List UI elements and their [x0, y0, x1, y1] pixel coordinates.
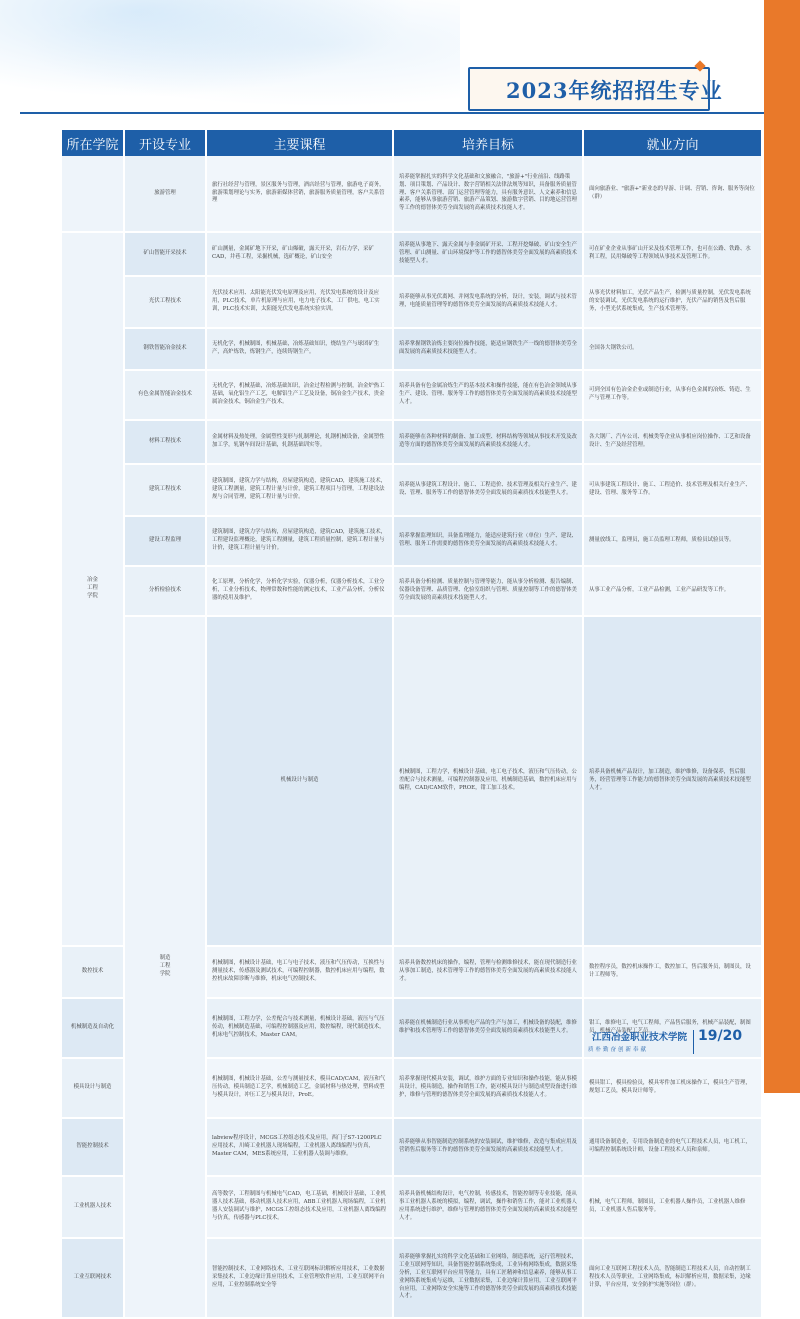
college-cell-manufacturing	[124, 616, 206, 1318]
major-cell: 模具设计与制造	[62, 1058, 124, 1118]
direction-cell: 测量放线工，监理员，施工员监理工程师，质检员试验员等。	[583, 516, 762, 566]
goal-cell: 培养能从事地下、露天金属与非金属矿开采、工程开挖爆破、矿山安全生产管理、矿山测量、矿山环境保护等工作的德智体美劳全面发展的高素质技术技能型人才。	[393, 232, 583, 276]
enrollment-table	[62, 130, 763, 1319]
header-major: 开设专业	[124, 130, 206, 156]
goal-cell: 培养具备分析检测、质量控制与管理等能力，能从事分析检测、报告编制、仪器设备管理、品质管理、化验室组织与管理、质量控制等工作的德智体美劳全面发展的高素质技术技能型人才。	[393, 566, 583, 616]
goal-cell: 培养掌握监理知识，具备监理能力，能适应建筑行业（单位）生产、建设、管理、服务工作需要的德智体美劳全面发展的高素质技术技能人才。	[393, 516, 583, 566]
direction-cell: 从事工业产品分析，工业产品检测，工业产品研发等工作。	[583, 566, 762, 616]
college-cell-metallurgy	[62, 232, 124, 946]
direction-cell: 可在矿业企业从事矿山开采及技术管理工作，也可在公路、铁路、水利工程，民用爆破等工程领域从事技术及管理工作。	[583, 232, 762, 276]
major-cell: 智能控制技术	[62, 1118, 124, 1176]
table-row	[62, 616, 762, 946]
goal-cell: 培养能够从事智能制造控制系统的安装调试，维护维修，改造与集成应用及营销售后服务等工作的德智体美劳全面发展的高素质技术技能型人才。	[393, 1118, 583, 1176]
college-cell-blank	[62, 156, 124, 232]
goal-cell: 培养能够在各种材料的制备、加工成型、材料结构等领域从事技术开发及改造等方面的德智体美劳全面发展的高素质技术技能人才。	[393, 420, 583, 464]
header-goal: 培养目标	[393, 130, 583, 156]
courses-cell: 光伏技术应用、太阳能光伏发电原理及应用，光伏发电系统的设计及应用，PLC技术，单片机原理与应用，电力电子技术，工厂供电，电工实训，PLC技术实训，太阳能光伏发电系统实验实训。	[206, 276, 393, 328]
major-cell: 工业机器人技术	[62, 1176, 124, 1238]
major-cell: 机械制造及自动化	[62, 998, 124, 1058]
goal-cell: 培养具备机械产品设计，加工制造，维护维修，设备保养，售后服务，经营管理等工作能力的德智体美劳全面发展的高素质技术技能型人才。	[583, 616, 762, 946]
major-cell: 有色金属智能冶金技术	[124, 370, 206, 420]
table-row	[62, 328, 762, 370]
page-number: 19/20	[698, 1028, 743, 1044]
courses-cell: 矿山测量，金属矿地下开采，矿山爆破，露天开采，岩石力学，采矿CAD，井巷工程，采掘机械，选矿概论，矿山安全	[206, 232, 393, 276]
direction-cell: 全国各大钢铁公司。	[583, 328, 762, 370]
major-cell: 建筑工程技术	[124, 464, 206, 516]
college-name: 冶金工程学院	[87, 577, 98, 599]
courses-cell: 机械制图，机械设计基础，公差与测量技术，模具CAD/CAM，液压和气压传动，模具制造工艺学，机械制造工艺，金属材料与热处理，塑料成型与模具设计，冲压工艺与模具设计，ProE。	[206, 1058, 393, 1118]
courses-cell: 机械制图，工程力学，公差配合与技术测量，机械设计基础，液压与气压传动，机械制造基础，可编程控制器及应用，数控编程，现代制造技术，机床电气控制技术，Master CAM。	[206, 998, 393, 1058]
table-header-row	[62, 130, 762, 156]
table-row	[62, 566, 762, 616]
major-cell: 旅游管理	[124, 156, 206, 232]
goal-cell: 培养能够掌握扎实的科学文化基础和工业网络，制造系统，运行管理技术，工业互联网等知识，具备智能控制系统集成，工业异构网络集成，数据采集分析，工业互联网平台应用等能力，具有工匠精神和信息素养，能够从事工业网络系统集成与运维，工业数据采集，工业边缘计算应用，工业互联网平台应用，工业网络安全实施等工作的德智体美劳全面发展的高素质技术技能人才。	[393, 1238, 583, 1318]
footer-divider	[693, 1030, 694, 1054]
direction-cell: 数控程序员，数控机床操作工，数控加工，售后服务员，制图员，设计工程师等。	[583, 946, 762, 998]
title-banner	[468, 67, 723, 111]
page-title: 2023年统招招生专业	[506, 78, 723, 103]
courses-cell: 机械制图，机械设计基础，电工与电子技术，液压和气压传动，互换性与测量技术，传感器及测试技术，可编程控制器，数控机床应用与编程，数控机床故障诊断与维修，机床电气控制技术。	[206, 946, 393, 998]
courses-cell: 化工原理，分析化学，分析化学实验，仪器分析，仪器分析技术，工业分析，工业分析技术，物理常数和性能的测定技术，工业产品分析，分析仪器的使用及维护。	[206, 566, 393, 616]
goal-cell: 培养能够从事光伏离网、并网发电系统的分析，设计，安装，调试与技术管理，电能质量管理等的德智体美劳全面发展的高素质技术技能人才。	[393, 276, 583, 328]
direction-cell: 从事光伏材料加工，光伏产品生产，检测与质量控制，光伏发电系统的安装调试，光伏发电系统的运行维护，光伏产品的销售及售后服务，小型光伏系统集成，生产技术管理等。	[583, 276, 762, 328]
courses-cell: 智能控制技术，工业网络技术，工业互联网标识解析应用技术，工业数据采集技术，工业边缘计算应用技术，工业管理软件应用，工业互联网平台应用，工业控制系统安全等	[206, 1238, 393, 1318]
college-name: 制造工程学院	[159, 955, 171, 977]
header-courses: 主要课程	[206, 130, 393, 156]
major-cell: 分析检验技术	[124, 566, 206, 616]
goal-cell: 培养具备数控机床的操作，编程，管理与检测维修技术，能在现代制造行业从事加工制造，技术管理等工作的德智体美劳全面发展的高素质技术技能人才。	[393, 946, 583, 998]
courses-cell: 旅行社经营与管理，景区服务与管理，酒店经营与管理，旅游电子商务，旅游策划理论与实务，旅游新媒体营销，旅游服务质量管理，客户关系管理	[206, 156, 393, 232]
major-cell: 建设工程监理	[124, 516, 206, 566]
orange-side-band	[764, 0, 800, 1093]
direction-cell: 各大钢厂、汽车公司、机械类等企业从事相应岗位操作、工艺和设备设计、生产及经营管理。	[583, 420, 762, 464]
header-direction: 就业方向	[583, 130, 762, 156]
goal-cell: 培养具备有色金属冶炼生产的基本技术和操作技能，能在有色冶金领域从事生产、建设、管理、服务等工作的德智体美劳全面发展的高素质技术技能型人才。	[393, 370, 583, 420]
direction-cell: 钳工，维修电工，电气工程师，产品售后服务，机械产品装配，制图员，机械产品装配工艺员。	[583, 998, 762, 1058]
direction-cell: 机械，电气工程师，制图员，工业机器人操作员，工业机器人维修员，工业机器人售后服务等。	[583, 1176, 762, 1238]
table-row	[62, 156, 762, 232]
direction-cell: 可从事建筑工程设计、施工、工程造价、技术管理及相关行业生产、建设、管理、服务等工作。	[583, 464, 762, 516]
courses-cell: 无机化学，机械基础，冶炼基础知识，冶金过程检测与控制，冶金炉热工基础，氧化铝生产工艺，电解铝生产工艺及设备，铜冶金生产技术，贵金属冶金技术，铜冶金生产技术。	[206, 370, 393, 420]
goal-cell: 培养掌握现代模具安装，调试，维护方面的专业知识和操作技能，能从事模具设计，模具制造，操作和销售工作，能对模具设计与制造成型设备进行维护，维修与管理的德智体美劳全面发展的高素质技术技能人才。	[393, 1058, 583, 1118]
courses-cell: 建筑制图，建筑力学与结构，房屋建筑构造，建筑CAD，建筑施工技术，建筑工程测量，建筑工程计量与计价，建筑工程项目与管理，工程建设法规与合同管理，建筑工程计量与计价。	[206, 464, 393, 516]
courses-cell: 金属材料及热处理，金属塑性变形与轧制理论，轧钢机械设备，金属塑性加工学，轧钢车间设计基础，轧钢基础训实等。	[206, 420, 393, 464]
major-cell: 光伏工程技术	[124, 276, 206, 328]
goal-cell: 培养能掌握扎实的科学文化基础和文旅融合，"旅游+"行业前沿、线路策划、项目策划、产品设计、数字营销相关法律法规等知识，具备服务质量管理、客户关系管理、部门运营管理等能力，具有服务意识、人文素养和信息素养，能够从事旅游营销、旅游产品策划、旅游数字营销、目的地运营管理等工作的德智体美劳全面发展的高素质技术技能人才。	[393, 156, 583, 232]
background-decoration	[0, 0, 460, 112]
direction-cell: 面向工业互联网工程技术人员，智能制造工程技术人员，自动控制工程技术人员等职业，工业网络集成，标识解析应用，数据采集，边缘计算，平台应用，安全防护实施等岗位（群）。	[583, 1238, 762, 1318]
direction-cell: 可到全国有色冶金企业或制造行业，从事有色金属的冶炼、铸造、生产与管理工作等。	[583, 370, 762, 420]
direction-cell: 模具钳工，模具检验员，模具零件加工机床操作工，模具生产管理，规划工艺员，模具设计师等。	[583, 1058, 762, 1118]
major-cell: 钢铁智能冶金技术	[124, 328, 206, 370]
school-slogan: 质朴勤奋创新奉献	[588, 1047, 649, 1053]
goal-cell: 培养掌握钢铁冶炼主要岗位操作技能，能适应钢铁生产一线的德智体美劳全面发展的高素质技术技能型人才。	[393, 328, 583, 370]
major-cell: 工业互联网技术	[62, 1238, 124, 1318]
table-row	[62, 370, 762, 420]
courses-cell: 高等数学，工程制图与机械电气CAD，电工基础，机械设计基础，工业机器人技术基础，移动机器人技术应用，ABB工业机器人现场编程，工业机器人安装调试与维护，MCGS工控组态技术及应用，工业机器人离线编程与仿真，传感器与PLC技术。	[206, 1176, 393, 1238]
major-cell: 材料工程技术	[124, 420, 206, 464]
header-college: 所在学院	[62, 130, 124, 156]
table-row	[62, 516, 762, 566]
major-cell: 数控技术	[62, 946, 124, 998]
title-underline	[20, 112, 764, 114]
goal-cell: 培养能在机械制造行业从事机电产品的生产与加工，机械设备的装配，维修维护和技术管理等工作的德智体美劳全面发展的高素质技术技能型人才。	[393, 998, 583, 1058]
major-cell: 矿山智能开采技术	[124, 232, 206, 276]
table-row	[62, 232, 762, 276]
table-row	[62, 464, 762, 516]
direction-cell: 面向旅游业、"旅游+"新业态的导游、计调、营销、咨询、服务等岗位（群）	[583, 156, 762, 232]
school-name: 江西冶金职业技术学院	[592, 1032, 688, 1043]
courses-cell: 建筑制图，建筑力学与结构，房屋建筑构造，建筑CAD，建筑施工技术，工程建设监理概论，建筑工程测量，建筑工程质量控制，建筑工程计量与计价，建筑工程计量与计价。	[206, 516, 393, 566]
major-cell: 机械设计与制造	[206, 616, 393, 946]
courses-cell: 无机化学，机械制图，机械基础，冶炼基础知识，烧结生产与球团矿生产，高炉炼铁，炼钢生产，连续铸钢生产。	[206, 328, 393, 370]
courses-cell: 机械制图，工程力学，机械设计基础，电工电子技术，液压和气压传动，公差配合与技术测量，可编程控制器及应用，机械制造基础，数控机床应用与编程，CAD/CAM软件，PROE，钳工加工技术。	[393, 616, 583, 946]
courses-cell: labview程序设计，MCGS工控组态技术及应用，西门子S7-1200PLC应用技术，川崎工业机器人现场编程，工业机器人离线编程与仿真，Master CAM，MES系统应用，工业机器人装调与维修。	[206, 1118, 393, 1176]
table-row	[62, 420, 762, 464]
table-row	[62, 276, 762, 328]
goal-cell: 培养具备机械结构设计，电气控制，传感技术，智能控制等专业技能，能从事工业机器人系统的模拟，编程，调试，操作和销售工作，能对工业机器人应用系统进行维护，维修与管理的德智体美劳全面发展的高素质技术技能型人才。	[393, 1176, 583, 1238]
direction-cell: 通用设备制造业，专用设备制造业的电气工程技术人员，电工机工，可编程控制系统设计师，设备工程技术人员和泉师。	[583, 1118, 762, 1176]
goal-cell: 培养能从事建筑工程设计、施工、工程造价、技术管理及相关行业生产、建设、管理、服务等工作的德智体美劳全面发展的高素质技术技能型人才。	[393, 464, 583, 516]
